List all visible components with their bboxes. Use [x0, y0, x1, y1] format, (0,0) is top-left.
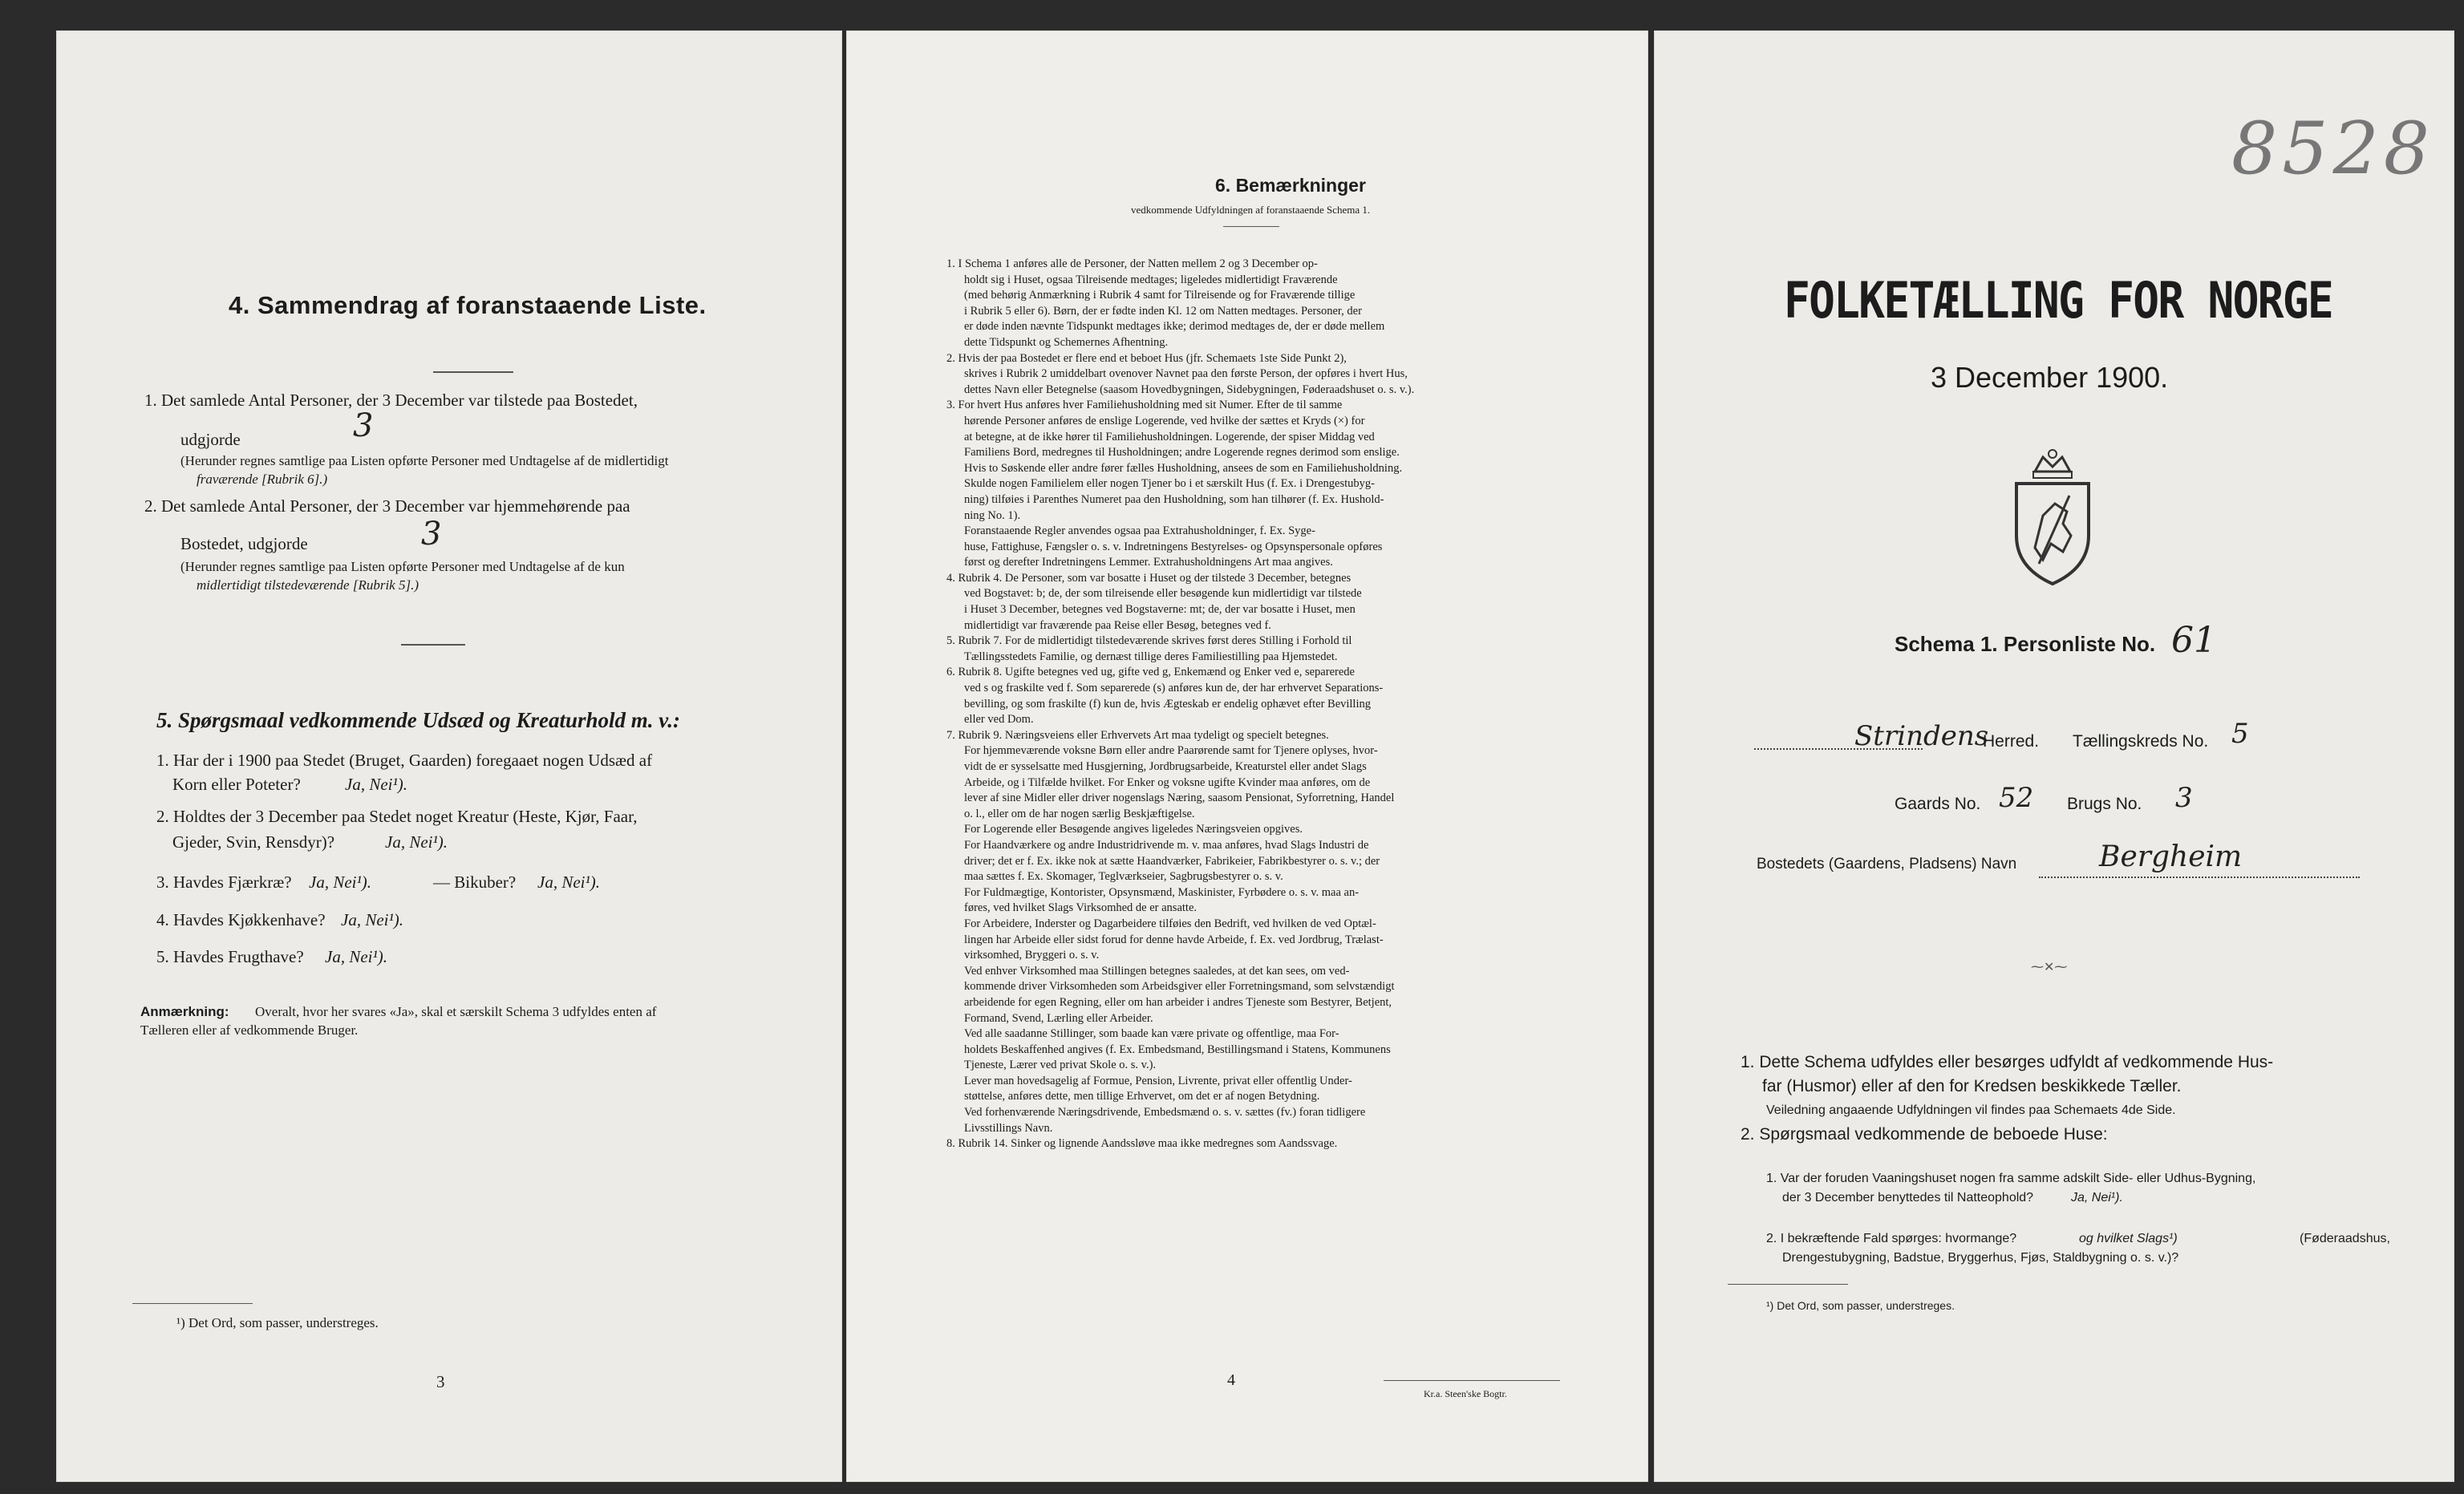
- remark-line: For Haandværkere og andre Industridrivende m. v. maa anføres, hvad Slags Industri de: [964, 838, 1369, 852]
- remark-line: (med behørig Anmærkning i Rubrik 4 samt for Tilreisende og for Fraværende tillige: [964, 289, 1356, 302]
- remark-line: Ved alle saadanne Stillinger, som baade kan være private og offentlige, maa For-: [964, 1027, 1339, 1041]
- remark-line: Livsstillings Navn.: [964, 1121, 1053, 1135]
- remark-line: Formand, Svend, Lærling eller Arbeider.: [964, 1011, 1153, 1025]
- bosted-label: Bostedets (Gaardens, Pladsens) Navn: [1757, 856, 2017, 873]
- archive-pencil-number: 8528: [2231, 107, 2435, 191]
- schema-number: 61: [2171, 620, 2216, 661]
- remark-line: 1. I Schema 1 anføres alle de Personer, der Natten mellem 2 og 3 December op-: [946, 257, 1318, 270]
- ornament: ⁓✕⁓: [2031, 961, 2068, 974]
- remark-line: For Arbeidere, Inderster og Dagarbeidere tilføies den Bedrift, ved hvilken de ved Optæl-: [964, 917, 1376, 930]
- remark-line: maa sættes f. Ex. Skomager, Teglværkseier, Sagbrugsbestyrer o. s. v.: [964, 870, 1283, 884]
- census-title: FOLKETÆLLING FOR NORGE: [1784, 271, 2332, 330]
- question-3b-answer: Ja, Nei¹).: [537, 873, 601, 892]
- question-4-answer: Ja, Nei¹).: [341, 910, 404, 929]
- remark-line: Tjeneste, Lærer ved privat Skole o. s. v.).: [964, 1059, 1157, 1072]
- remark-line: lever af sine Midler eller driver nogenslags Næring, saasom Pensionat, Syforretning, Handel: [964, 792, 1395, 805]
- herred-label: Herred.: [1983, 732, 2040, 751]
- question-3-answer: Ja, Nei¹).: [309, 873, 372, 892]
- remark-line: Hvis to Søskende eller andre fører fælles Husholdning, ansees de som en Familiehusholdning.: [964, 461, 1403, 475]
- remark-line: holdt sig i Huset, ogsaa Tilreisende medtages; ligeledes midlertidigt Fraværende: [964, 273, 1338, 286]
- herred-value: Strindens: [1854, 720, 1989, 752]
- remark-line: Lever man hovedsagelig af Formue, Pension, Livrente, privat eller offentlig Under-: [964, 1074, 1352, 1087]
- remark-text: Overalt, hvor her svares «Ja», skal et særskilt Schema 3 udfyldes enten af: [255, 1004, 657, 1019]
- remark-line: Familiens Bord, medregnes til Husholdningen; andre Logerende regnes derimod som enslige.: [964, 446, 1400, 460]
- remark-line: støttelse, anføres dette, men tillige Erhvervet, om det er af nogen Betydning.: [964, 1090, 1320, 1103]
- remark-line: 8. Rubrik 14. Sinker og lignende Aandssløve maa ikke medregnes som Aandssvage.: [946, 1137, 1338, 1151]
- remark-line: ning) tilføies i Parenthes Numeret paa den Husholdning, som han tilhører (f. Ex. Hushold-: [964, 492, 1384, 506]
- question-2-answer: Ja, Nei¹).: [385, 832, 448, 852]
- remark-line: Ved enhver Virksomhed maa Stillingen betegnes saaledes, at det kan sees, om ved-: [964, 964, 1350, 978]
- kreds-label: Tællingskreds No.: [2073, 732, 2209, 751]
- summary-item-1-label: udgjorde: [180, 430, 241, 449]
- question-3b: — Bikuber?: [433, 873, 517, 892]
- remark-line: o. l., eller om de har nogen særlig Beskjæftigelse.: [964, 807, 1195, 820]
- footnote-rule: [132, 1303, 253, 1304]
- summary-item-2-label: Bostedet, udgjorde: [180, 534, 308, 553]
- remark-line: først og derefter Indretningens Lemmer. Extrahusholdningens Art maa angives.: [964, 556, 1333, 569]
- house-question-2-cont: Drengestubygning, Badstue, Bryggerhus, Fjøs, Staldbygning o. s. v.)?: [1782, 1251, 2179, 1265]
- page-number: 3: [436, 1372, 445, 1391]
- schema-label: Schema 1. Personliste No.: [1895, 632, 2156, 656]
- census-date: 3 December 1900.: [1931, 361, 2169, 394]
- remark-line: føres, ved hvilket Slags Virksomhed de er ansatte.: [964, 901, 1197, 915]
- remark-line: Ved forhenværende Næringsdrivende, Embedsmænd o. s. v. sættes (fv.) foran tidligere: [964, 1106, 1366, 1119]
- summary-item-2: 2. Det samlede Antal Personer, der 3 December var hjemmehørende paa: [144, 496, 630, 516]
- section-6-title: 6. Bemærkninger: [1215, 175, 1366, 196]
- footnote-rule: [1728, 1284, 1848, 1285]
- remark-line: i Rubrik 5 eller 6). Børn, der er fødte inden Kl. 12 om Natten medtages. Personer, der: [964, 304, 1362, 318]
- summary-item-2-value: 3: [421, 516, 442, 553]
- remark-line: eller ved Dom.: [964, 713, 1034, 727]
- remark-line: er døde inden nævnte Tidspunkt medtages ikke; derimod medtages de, der er døde mellem: [964, 320, 1385, 334]
- remark-line: kommende driver Virksomheden som Arbeidsgiver eller Forretningsmand, som selvstændigt: [964, 980, 1395, 994]
- summary-item-1-note-2: fraværende [Rubrik 6].): [197, 472, 328, 487]
- question-4: 4. Havdes Kjøkkenhave?: [156, 910, 326, 929]
- remark-line: 2. Hvis der paa Bostedet er flere end et beboet Hus (jfr. Schemaets 1ste Side Punkt 2),: [946, 351, 1347, 365]
- bosted-line: [2039, 877, 2360, 878]
- instruction-1-cont: far (Husmor) eller af den for Kredsen beskikkede Tæller.: [1762, 1077, 2182, 1095]
- remark-line: 4. Rubrik 4. De Personer, som var bosatte i Huset og der tilstede 3 December, betegnes: [946, 571, 1352, 585]
- summary-item-1-note: (Herunder regnes samtlige paa Listen opførte Personer med Undtagelse af de midlertidigt: [180, 453, 669, 468]
- remark-line: 3. For hvert Hus anføres hver Familiehusholdning med sit Numer. Efter de til samme: [946, 399, 1343, 412]
- question-3: 3. Havdes Fjærkræ?: [156, 873, 292, 892]
- instruction-2: 2. Spørgsmaal vedkommende de beboede Huse:: [1741, 1125, 2108, 1144]
- remark-line: dette Tidspunkt og Schemernes Afhentning.: [964, 335, 1169, 349]
- gaards-value: 52: [1999, 782, 2034, 814]
- remark-line: 7. Rubrik 9. Næringsveiens eller Erhvervets Art maa tydeligt og specielt betegnes.: [946, 728, 1329, 742]
- footnote: ¹) Det Ord, som passer, understreges.: [176, 1315, 379, 1330]
- remark-line: 6. Rubrik 8. Ugifte betegnes ved ug, gifte ved g, Enkemænd og Enker ved e, separerede: [946, 666, 1355, 679]
- remark-line: driver; det er f. Ex. ikke nok at sætte Haandværker, Fabrikeier, Fabrikbestyrer o. s. v.; der: [964, 854, 1380, 868]
- kreds-value: 5: [2231, 718, 2249, 750]
- remark-line: i Huset 3 December, betegnes ved Bogstaverne: mt; de, der var bosatte i Huset, men: [964, 603, 1356, 617]
- printer-mark: Kr.a. Steen'ske Bogtr.: [1424, 1388, 1507, 1399]
- remark-label: Anmærkning:: [140, 1004, 229, 1019]
- remark-line: huse, Fattighuse, Fængsler o. s. v. Indretningens Bestyrelses- og Opsynspersonale opføres: [964, 540, 1383, 553]
- remarks-body: [946, 257, 1604, 1152]
- instruction-1-note: Veiledning angaaende Udfyldningen vil findes paa Schemaets 4de Side.: [1766, 1103, 2176, 1117]
- divider: [401, 644, 465, 646]
- remark-line: hørende Personer anføres de enslige Logerende, ved hvilke der sættes et Kryds (×) for: [964, 414, 1365, 427]
- section-4-title: 4. Sammendrag af foranstaaende Liste.: [229, 291, 707, 319]
- house-question-1-answer: Ja, Nei¹).: [2071, 1191, 2123, 1205]
- printer-rule: [1384, 1380, 1560, 1381]
- section-6-subtitle: vedkommende Udfyldningen af foranstaaende Schema 1.: [1131, 204, 1371, 216]
- coat-of-arms-icon: [2007, 447, 2099, 588]
- remark-line: For Fuldmægtige, Kontorister, Opsynsmænd, Maskinister, Fyrbødere o. s. v. maa an-: [964, 885, 1360, 899]
- divider: [433, 371, 513, 373]
- remark-text-2: Tælleren eller af vedkommende Bruger.: [140, 1022, 359, 1038]
- remark-line: Tællingsstedets Familie, og dernæst tillige deres Familiestilling paa Hjemstedet.: [964, 650, 1338, 663]
- remark-line: arbeidende for egen Regning, eller om han arbeider i andres Tjeneste som Bestyrer, Betjent,: [964, 995, 1392, 1009]
- remark-line: vidt de er sysselsatte med Husgjerning, Jordbrugsarbeide, Kreaturstel eller andet Slags: [964, 760, 1367, 773]
- question-2: 2. Holdtes der 3 December paa Stedet noget Kreatur (Heste, Kjør, Faar,: [156, 807, 638, 826]
- question-5: 5. Havdes Frugthave?: [156, 947, 304, 966]
- instruction-1: 1. Dette Schema udfyldes eller besørges udfyldt af vedkommende Hus-: [1741, 1053, 2274, 1071]
- section-5-title: 5. Spørgsmaal vedkommende Udsæd og Kreaturhold m. v.:: [156, 708, 681, 732]
- house-question-2-mid: og hvilket Slags¹): [2079, 1232, 2178, 1245]
- brugs-value: 3: [2175, 782, 2193, 814]
- question-1-cont: Korn eller Poteter?: [172, 775, 301, 794]
- summary-item-2-note: (Herunder regnes samtlige paa Listen opførte Personer med Undtagelse af de kun: [180, 559, 625, 574]
- remark-line: ved Bogstavet: b; de, der som tilreisende eller besøgende kun midlertidigt var tilstede: [964, 587, 1362, 601]
- question-5-answer: Ja, Nei¹).: [325, 947, 388, 966]
- remark-line: midlertidigt var fraværende paa Reise eller Besøg, betegnes ved f.: [964, 618, 1271, 632]
- divider: [1223, 226, 1279, 227]
- remark-line: Arbeide, og i Tilfælde hvilket. For Enker og voksne ugifte Kvinder maa anføres, om de: [964, 775, 1371, 789]
- question-2-cont: Gjeder, Svin, Rensdyr)?: [172, 832, 335, 852]
- remark-line: dettes Navn eller Betegnelse (saasom Hovedbygningen, Sidebygningen, Føderaadshuset o. s. v.).: [964, 383, 1415, 396]
- summary-item-1-value: 3: [353, 407, 374, 444]
- question-1: 1. Har der i 1900 paa Stedet (Bruget, Gaarden) foregaaet nogen Udsæd af: [156, 751, 653, 770]
- remark-line: lingen har Arbeide eller sidst forud for denne havde Arbeide, f. Ex. ved Jordbrug, Trælast-: [964, 933, 1384, 946]
- remark-line: at betegne, at de ikke hører til Familiehusholdningen. Logerende, der spiser Middag ved: [964, 430, 1375, 443]
- summary-item-2-note-2: midlertidigt tilstedeværende [Rubrik 5].): [197, 577, 419, 593]
- house-question-1: 1. Var der foruden Vaaningshuset nogen fra samme adskilt Side- eller Udhus-Bygning,: [1766, 1172, 2256, 1185]
- remark-line: ning No. 1).: [964, 508, 1021, 522]
- remark-line: skrives i Rubrik 2 umiddelbart ovenover Navnet paa den første Person, der opføres i hvert Hus,: [964, 367, 1408, 381]
- remark-line: For Logerende eller Besøgende angives ligeledes Næringsveien opgives.: [964, 823, 1303, 836]
- gaards-label: Gaards No.: [1895, 795, 1981, 813]
- remark-line: Skulde nogen Familielem eller nogen Tjener bo i et særskilt Hus (f. Ex. i Drengestubyg-: [964, 477, 1375, 491]
- summary-item-1: 1. Det samlede Antal Personer, der 3 December var tilstede paa Bostedet,: [144, 391, 638, 410]
- footnote: ¹) Det Ord, som passer, understreges.: [1766, 1299, 1955, 1312]
- page-left: [56, 30, 842, 1482]
- bosted-value: Bergheim: [2099, 840, 2243, 873]
- house-question-2-tail: (Føderaadshus,: [2300, 1232, 2390, 1245]
- remark-line: bevilling, og som fraskilte (f) kun de, hvis Ægteskab er endelig ophævet efter Bevilling: [964, 697, 1371, 711]
- house-question-2: 2. I bekræftende Fald spørges: hvormange?: [1766, 1232, 2017, 1245]
- house-question-1-cont: der 3 December benyttedes til Natteophold?: [1782, 1191, 2034, 1205]
- remark-line: ved s og fraskilte ved f. Som separerede (s) anføres kun de, der har erhvervet Separations-: [964, 682, 1384, 695]
- question-1-answer: Ja, Nei¹).: [345, 775, 408, 794]
- brugs-label: Brugs No.: [2067, 795, 2142, 813]
- remark-line: virksomhed, Bryggeri o. s. v.: [964, 949, 1100, 962]
- page-middle: [846, 30, 1648, 1482]
- page-number: 4: [1227, 1371, 1235, 1389]
- remark-line: 5. Rubrik 7. For de midlertidigt tilstedeværende skrives først deres Stilling i Forhold til: [946, 634, 1352, 648]
- remark-line: holdets Beskaffenhed angives (f. Ex. Embedsmand, Bestillingsmand i Statens, Kommunens: [964, 1043, 1391, 1056]
- remark-line: For hjemmeværende voksne Børn eller andre Paarørende samt for Tjenere oplyses, hvor-: [964, 744, 1378, 758]
- page-right: [1654, 30, 2454, 1482]
- remark-line: Foranstaaende Regler anvendes ogsaa paa Extrahusholdninger, f. Ex. Syge-: [964, 524, 1315, 538]
